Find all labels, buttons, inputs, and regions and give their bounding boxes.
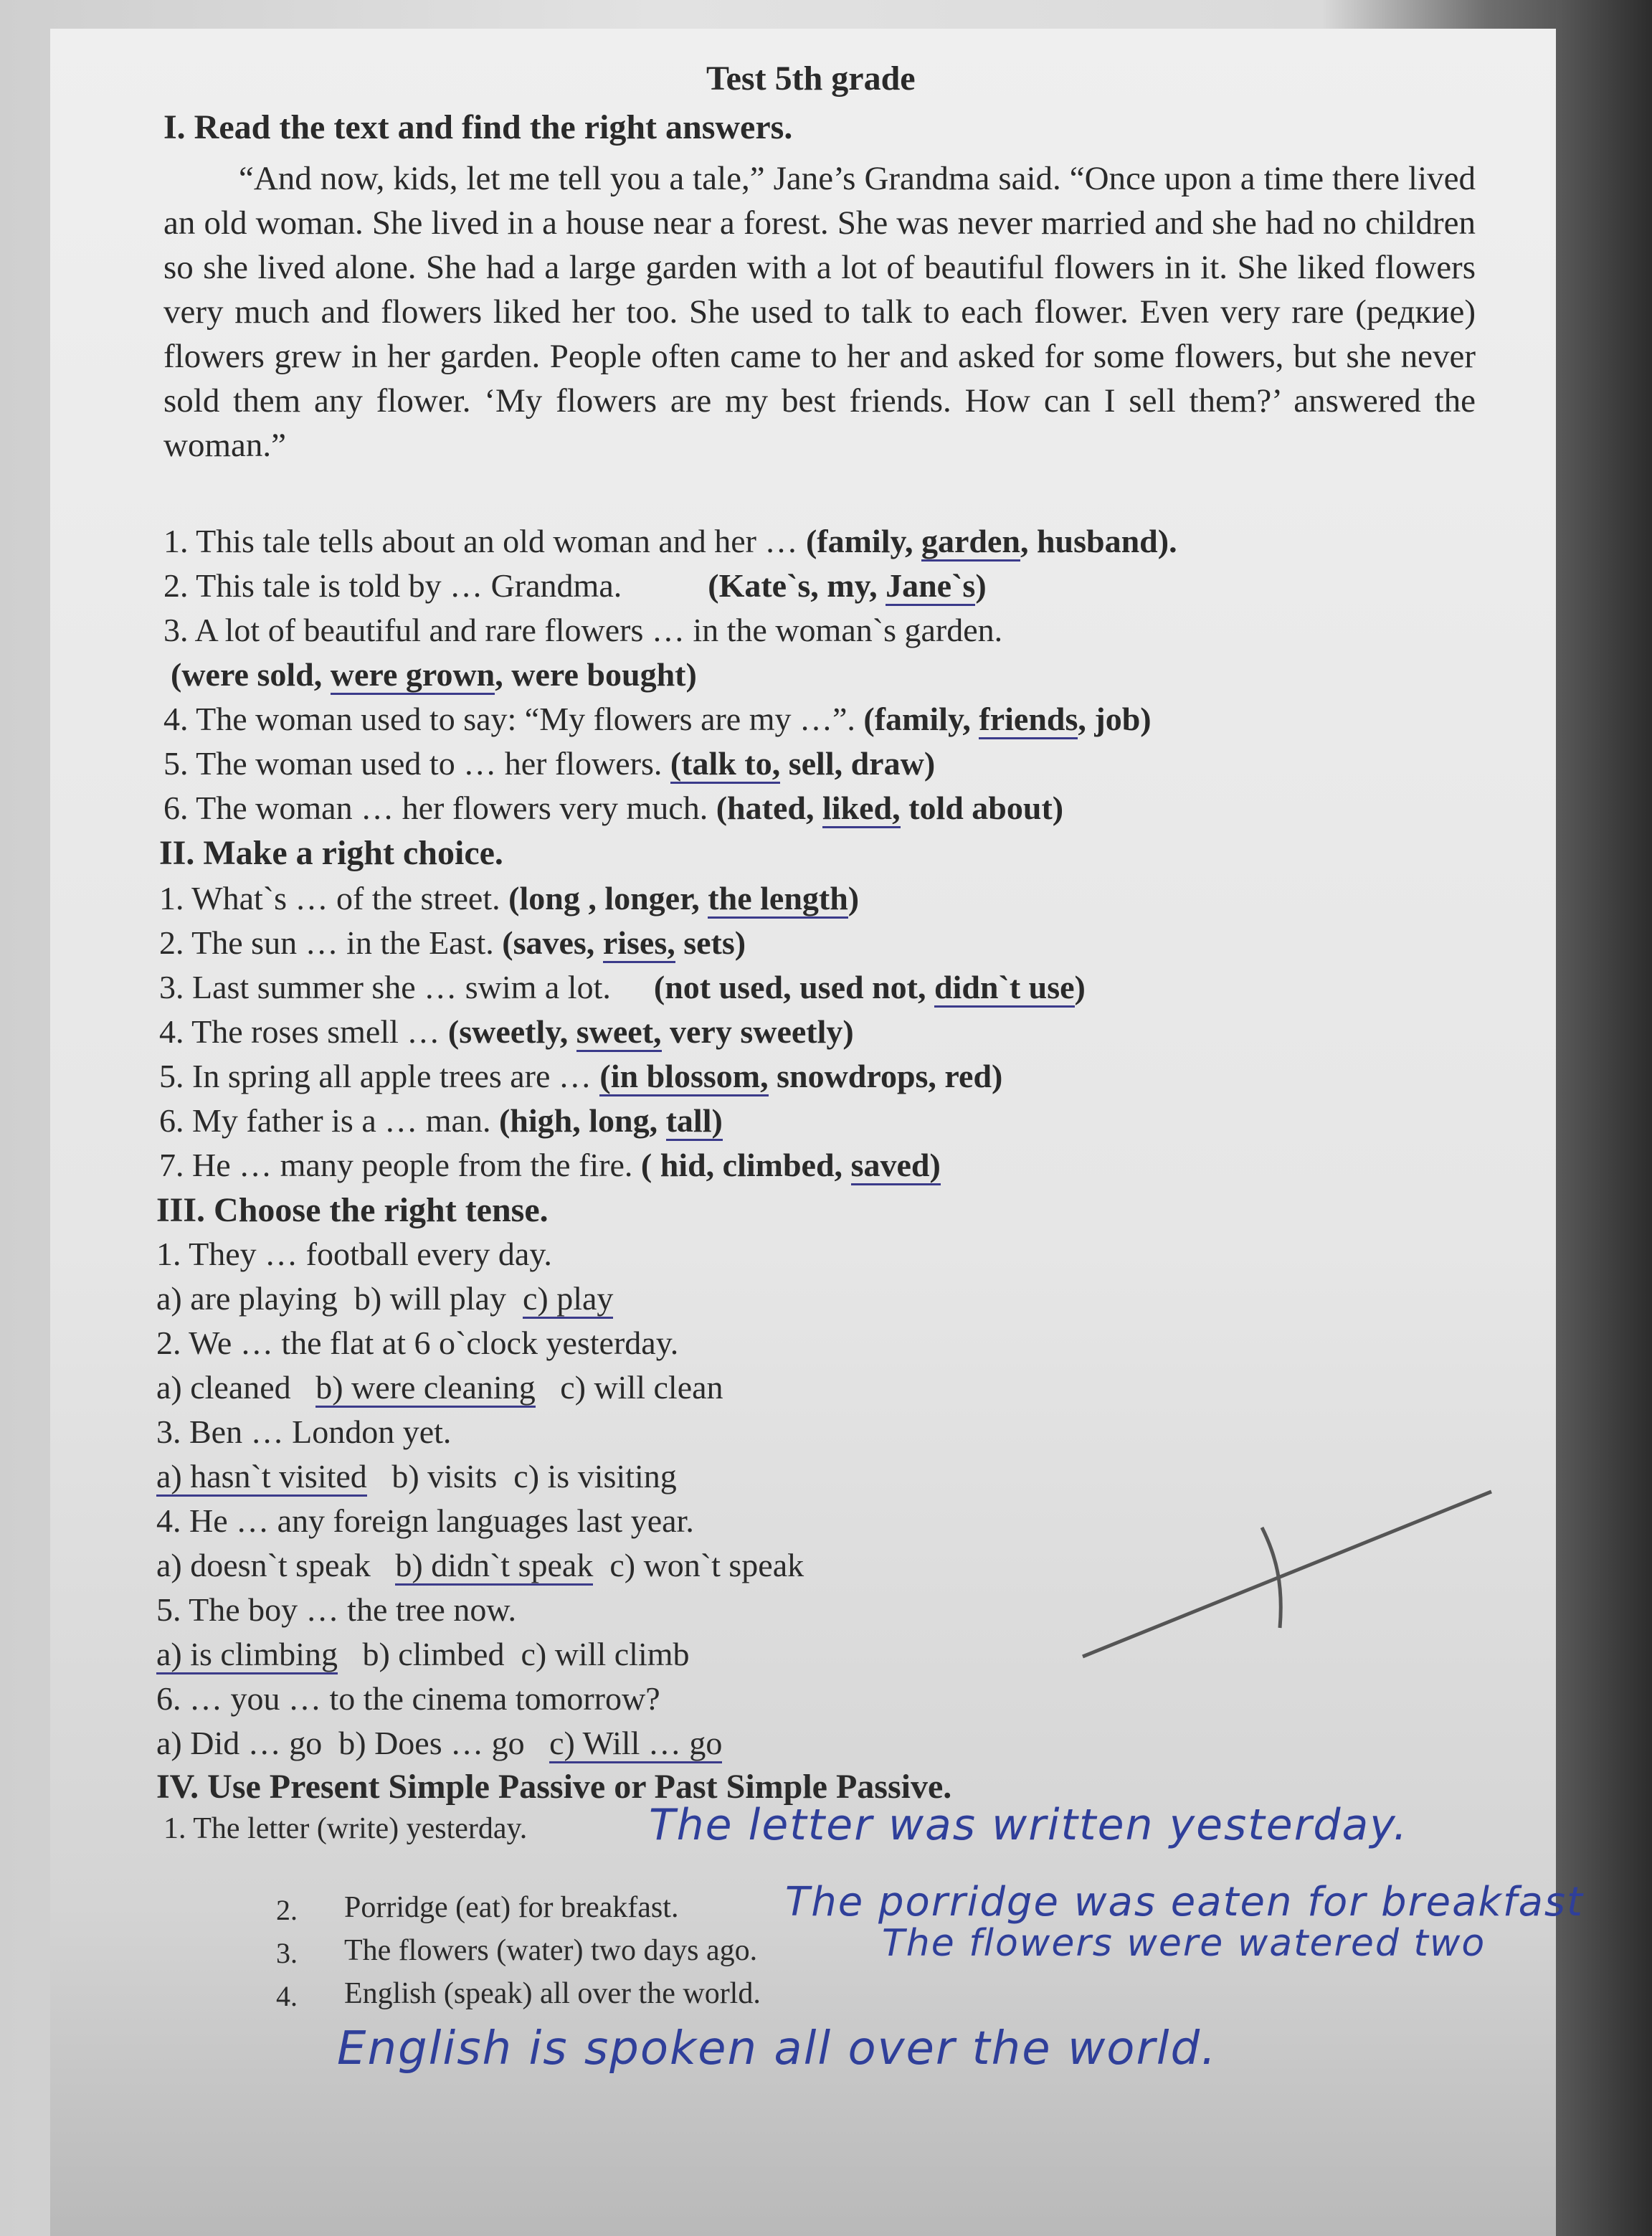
s2-question-7: 7. He … many people from the fire. ( hid, climbed, saved) xyxy=(159,1146,941,1184)
s2-question-5: 5. In spring all apple trees are … (in blossom, snowdrops, red) xyxy=(159,1057,1002,1095)
s1-question-3-options: (were sold, were grown, were bought) xyxy=(171,655,697,693)
s2-question-1: 1. What`s … of the street. (long , longer, the length) xyxy=(159,879,859,917)
s4-question-4: English (speak) all over the world. xyxy=(344,1977,761,2010)
s3-question-5-options: a) is climbing b) climbed c) will climb xyxy=(156,1635,690,1673)
s2-question-2: 2. The sun … in the East. (saves, rises, sets) xyxy=(159,924,746,962)
pen-stroke-mark xyxy=(1076,1484,1506,1671)
s3-question-4-options: a) doesn`t speak b) didn`t speak c) won`t speak xyxy=(156,1546,804,1584)
page-title: Test 5th grade xyxy=(706,60,916,98)
s4-question-1: 1. The letter (write) yesterday. xyxy=(163,1812,528,1845)
s3-question-6-options: a) Did … go b) Does … go c) Will … go xyxy=(156,1724,722,1762)
s3-question-3: 3. Ben … London yet. xyxy=(156,1413,452,1450)
s3-question-4: 4. He … any foreign languages last year. xyxy=(156,1502,694,1539)
s2-question-4: 4. The roses smell … (sweetly, sweet, very sweetly) xyxy=(159,1013,854,1051)
s4-answer-3: The flowers were watered two xyxy=(882,1922,1486,1965)
s1-question-2: 2. This tale is told by … Grandma. (Kate`s, my, Jane`s) xyxy=(163,567,987,605)
s3-question-1: 1. They … football every day. xyxy=(156,1236,552,1272)
s1-question-1: 1. This tale tells about an old woman and her … (family, garden, husband). xyxy=(163,522,1177,560)
s4-question-4-num: 4. xyxy=(276,1980,298,2012)
section-3-heading: III. Choose the right tense. xyxy=(156,1191,549,1229)
s1-question-6: 6. The woman … her flowers very much. (hated, liked, told about) xyxy=(163,789,1063,827)
s4-question-3-num: 3. xyxy=(276,1937,298,1969)
s1-question-5: 5. The woman used to … her flowers. (talk to, sell, draw) xyxy=(163,744,935,782)
reading-text: “And now, kids, let me tell you a tale,” Jane’s Grandma said. “Once upon a time there lived an old woman. She lived in a house near a forest. She was never married and she had no children so she lived alone. She had a large garden with a lot of beautiful flowers in it. She liked flowers very much and flowers liked her too. She used to talk to each flower. Even very rare (редкие) flowers grew in her garden. People often came to her and asked for some flowers, but she never sold them any flower. ‘My flowers are my best friends. How can I sell them?’ answered the woman.” xyxy=(163,160,1476,464)
section-4-heading: IV. Use Present Simple Passive or Past Simple Passive. xyxy=(156,1768,952,1806)
s4-answer-2: The porridge was eaten for breakfast xyxy=(785,1879,1585,1925)
s3-question-1-options: a) are playing b) will play c) play xyxy=(156,1279,613,1317)
s3-question-2: 2. We … the flat at 6 o`clock yesterday. xyxy=(156,1325,679,1361)
s3-question-6: 6. … you … to the cinema tomorrow? xyxy=(156,1680,660,1717)
s1-question-4: 4. The woman used to say: “My flowers are my …”. (family, friends, job) xyxy=(163,700,1152,738)
s4-answer-4: English is spoken all over the world. xyxy=(337,2022,1217,2075)
section-2-heading: II. Make a right choice. xyxy=(159,834,503,872)
s4-question-2-num: 2. xyxy=(276,1894,298,1926)
s4-answer-1: The letter was written yesterday. xyxy=(649,1800,1409,1850)
s2-question-3: 3. Last summer she … swim a lot. (not used, used not, didn`t use) xyxy=(159,968,1086,1006)
section-1-heading: I. Read the text and find the right answers. xyxy=(163,108,793,146)
s2-question-6: 6. My father is a … man. (high, long, tall) xyxy=(159,1102,723,1140)
s3-question-3-options: a) hasn`t visited b) visits c) is visiting xyxy=(156,1457,677,1495)
s3-question-2-options: a) cleaned b) were cleaning c) will clean xyxy=(156,1368,723,1406)
s4-question-3: The flowers (water) two days ago. xyxy=(344,1934,758,1967)
s4-question-2: Porridge (eat) for breakfast. xyxy=(344,1891,679,1924)
s3-question-5: 5. The boy … the tree now. xyxy=(156,1591,517,1628)
s1-question-3: 3. A lot of beautiful and rare flowers … in the woman`s garden. xyxy=(163,612,1003,648)
